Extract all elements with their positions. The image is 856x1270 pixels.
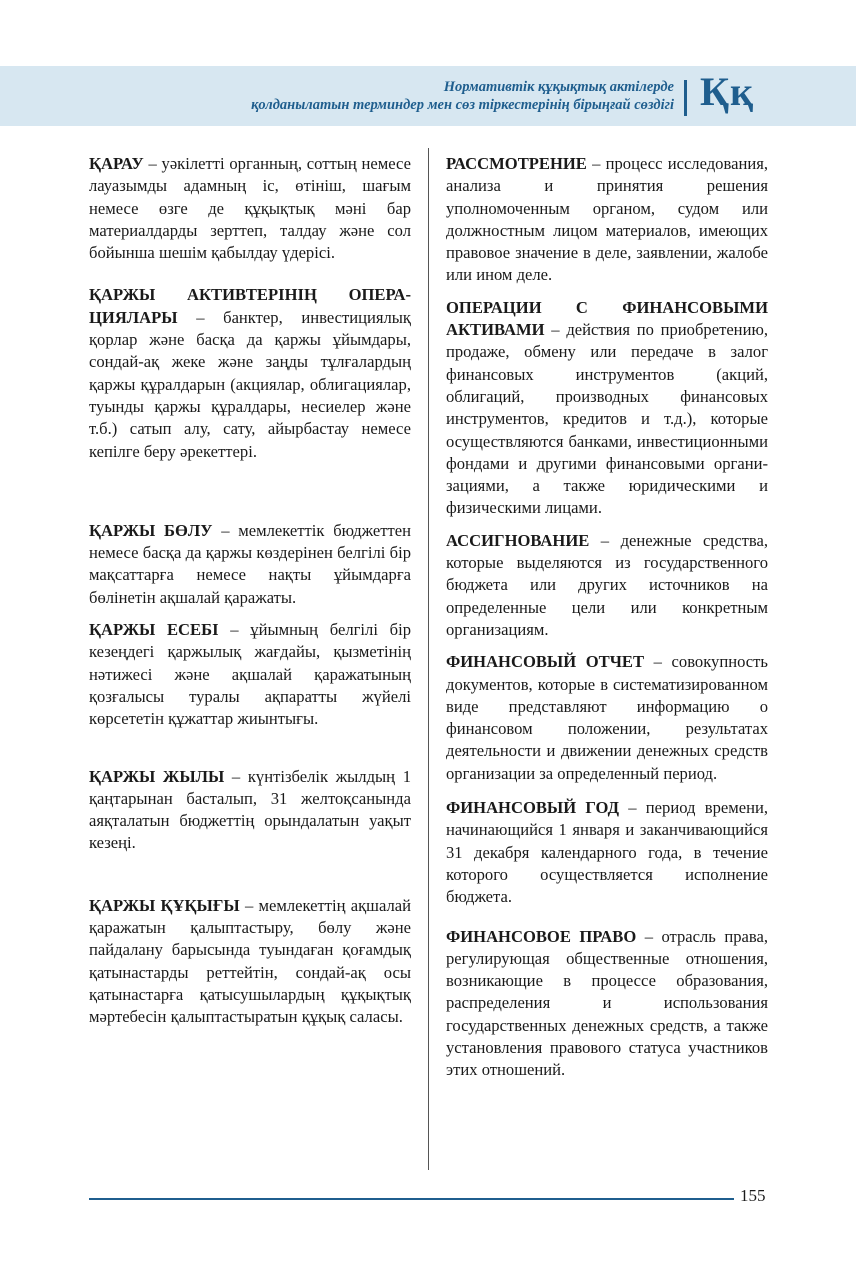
glossary-entry: [89, 284, 411, 462]
entry-term: ҚАРЖЫ АКТИВТЕРІНІҢ ОПЕРАЦИЯЛАРЫ: [89, 285, 411, 327]
entry-definition: – денежные средства, которые выделяются из государственного бюджета или других источников на определенные цели или конкретным организациям.: [446, 530, 768, 639]
glossary-entry: [89, 153, 411, 264]
glossary-entry: [89, 895, 411, 1029]
entry-term: ҚАРЖЫ ЖЫЛЫ: [89, 766, 225, 786]
entry-definition: – уәкілетті органның, соттың немесе лауазымды адамның іс, өтініш, шағым немесе өзге де құқықтық мәні бар материалдарды зерттеп, талдау және сол бойынша шешім қабылдау үдерісі.: [89, 154, 411, 263]
entry-term: ҚАРАУ: [89, 154, 144, 173]
entry-definition: – действия по приобретению, продаже, обмену или передаче в залог финансовых инструментов (акций, облигаций, производных финансовых инструментов, кредитов и т.д.), которые осуществляются банками, инвестиционными фондами и другими финансовыми организациями, а также юридическими и физическими лицами.: [446, 320, 768, 518]
dictionary-title-line2: қолданылатын терминдер мен сөз тіркестерінің бірыңғай сөздігі: [251, 97, 674, 113]
glossary-entry: [446, 297, 768, 520]
right-column: [446, 153, 768, 1082]
entry-definition: – процесс исследования, анализа и принятия решения уполномоченным органом, судом или должностным лицом материалов, имеющих правовое значение в деле, заявлении, жалобе или ином деле.: [446, 154, 768, 285]
column-divider: [428, 148, 429, 1170]
entry-definition: – совокупность документов, которые в систематизированном виде представляют информацию о финансовом положении, результатах деятельности и движении денежных средств организации за определенный период.: [446, 652, 768, 783]
entry-definition: – мемлекеттік бюджеттен немесе басқа да қаржы көздерінен белгілі бір мақсаттарға немесе нақты ұйымдарға бөлінетін ақшалай қаражаты.: [89, 520, 412, 607]
glossary-entry: [446, 651, 768, 785]
entry-term: ҚАРЖЫ ЕСЕБІ: [89, 620, 219, 640]
entry-definition: – период времени, начинающийся 1 января и заканчивающийся 31 декабря календарного года, в течение которого осуществляется исполнение бюджета.: [446, 798, 769, 907]
header-divider: [684, 80, 687, 116]
entry-definition: – мемлекеттің ақшалай қаражатын қалыптастыру, бөлу және пайдалану барысында туындаған қоғамдық қатынастарды реттейтін, сондай-ақ осы қатынастарға қатысушылардың құқықтық мәртебесін қалыптастыратын құқық саласы.: [89, 895, 411, 1027]
entry-definition: – отрасль права, регулирующая общественные отношения, возникающие в процессе образования, распределения и использования государственных денежных средств, а также установления правового статуса участников этих отношений.: [446, 926, 768, 1080]
dictionary-title: [251, 78, 674, 114]
entry-term: ҚАРЖЫ ҚҰҚЫҒЫ: [89, 895, 240, 915]
entry-definition: – ұйымның белгілі бір кезеңдегі қаржылық жағдайы, қызметінің нәтижесі және ақшалай қаражатының қозғалысы туралы ақпаратты жүйелі көрсететін құжаттар жиынтығы.: [89, 620, 412, 729]
glossary-entry: [446, 153, 768, 287]
entry-definition: – банктер, инвестициялық қорлар және басқа да қаржы ұйымдары, сондай-ақ жеке және заңды тұлғалардың қаржы құралдарын (акциялар, облигациялар, туынды қаржы құралдары, несиелер және т.б.) сатып алу, сату, айырбастау немесе кепілге беру әрекеттері.: [89, 307, 411, 461]
section-letter: Ққ: [700, 69, 755, 114]
entry-term: АССИГНОВАНИЕ: [446, 530, 590, 550]
entry-term: ФИНАНСОВЫЙ ОТЧЕТ: [446, 652, 645, 672]
left-column: [89, 153, 411, 1029]
glossary-entry: [89, 619, 411, 730]
entry-definition: – күнтізбелік жылдың 1 қаңтарынан басталып, 31 желтоқсанында аяқталатын бюджеттің орындалатын уақыт кезеңі.: [89, 766, 411, 853]
glossary-entry: [446, 797, 768, 908]
entry-term: ҚАРЖЫ БӨЛУ: [89, 520, 213, 540]
entry-term: ОПЕРАЦИИ С ФИНАНСОВЫМИ АКТИВАМИ: [446, 297, 768, 340]
page-number: 155: [740, 1186, 766, 1205]
entry-term: РАССМОТРЕНИЕ: [446, 154, 587, 173]
glossary-entry: [89, 520, 411, 609]
glossary-entry: [446, 530, 768, 641]
glossary-entry: [446, 926, 768, 1082]
glossary-entry: [89, 766, 411, 855]
dictionary-title-line1: Нормативтік құқықтық актілерде: [443, 79, 674, 95]
footer-rule: [89, 1198, 734, 1200]
entry-term: ФИНАНСОВОЕ ПРАВО: [446, 926, 637, 946]
entry-term: ФИНАНСОВЫЙ ГОД: [446, 798, 620, 818]
